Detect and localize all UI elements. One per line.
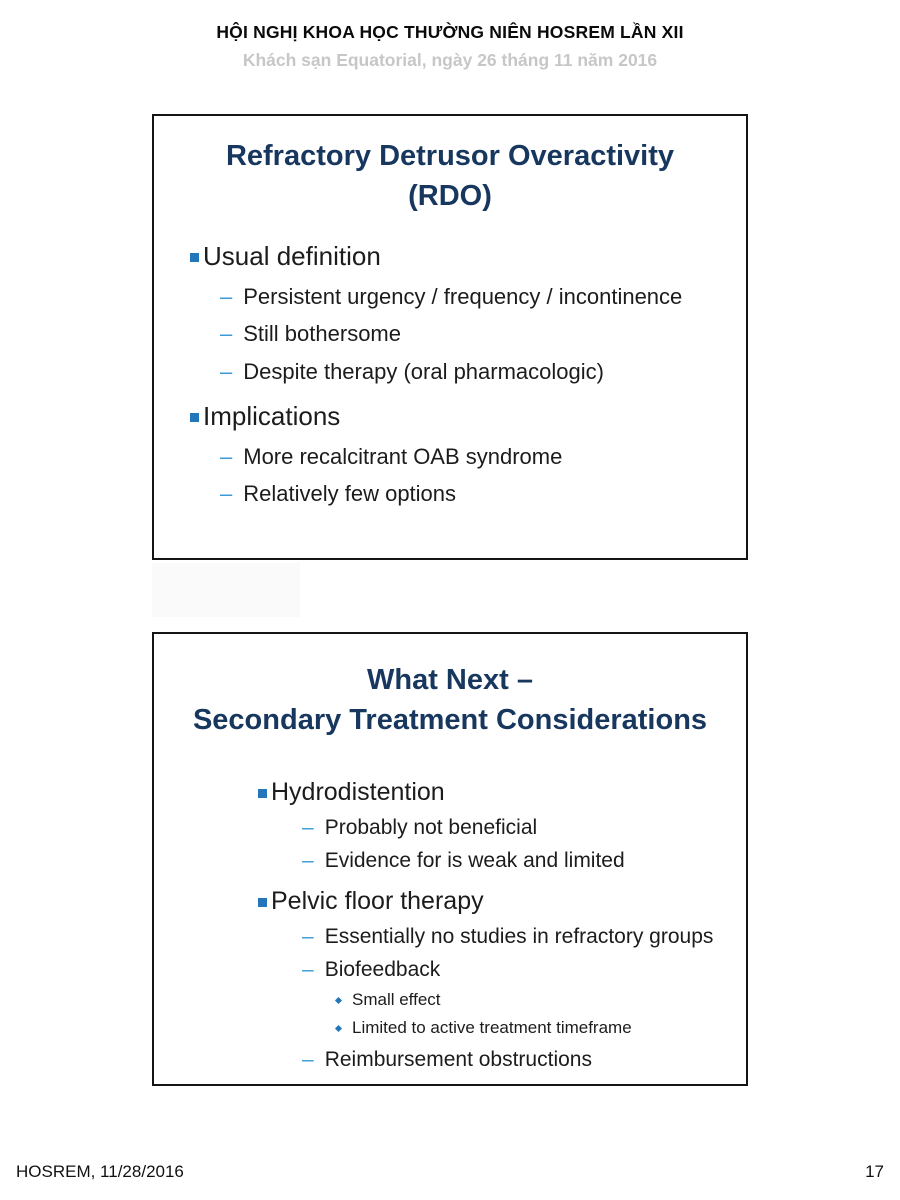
bullet-text: Limited to active treatment timeframe bbox=[352, 1018, 632, 1038]
slide-1-content bbox=[190, 242, 738, 506]
slide-2-title bbox=[154, 660, 746, 740]
bullet-item bbox=[302, 1048, 738, 1072]
diamond-bullet-icon bbox=[335, 1025, 342, 1032]
dash-bullet-icon bbox=[220, 444, 232, 469]
square-bullet-icon bbox=[258, 789, 267, 798]
bullet-text: Small effect bbox=[352, 990, 441, 1010]
bullet-text: Relatively few options bbox=[243, 481, 457, 506]
dash-bullet-icon bbox=[302, 816, 314, 840]
dash-bullet-icon bbox=[302, 849, 314, 873]
dash-bullet-icon bbox=[220, 359, 232, 384]
dash-bullet-icon bbox=[220, 481, 232, 506]
bullet-item bbox=[258, 778, 738, 807]
square-bullet-icon bbox=[258, 898, 267, 907]
bullet-text: Reimbursement obstructions bbox=[324, 1047, 592, 1071]
bullet-text: Probably not beneficial bbox=[324, 815, 538, 839]
slide-1-title-line-1: Refractory Detrusor Overactivity bbox=[225, 140, 675, 172]
bullet-text: Implications bbox=[203, 400, 341, 431]
bullet-item bbox=[220, 321, 738, 346]
square-bullet-icon bbox=[190, 253, 199, 262]
diamond-bullet-icon bbox=[335, 997, 342, 1004]
bullet-text: Hydrodistention bbox=[271, 778, 445, 807]
slide-2 bbox=[152, 632, 748, 1086]
bullet-text: More recalcitrant OAB syndrome bbox=[243, 443, 563, 469]
conference-header bbox=[0, 22, 900, 71]
bullet-item bbox=[302, 958, 738, 982]
bullet-text: Despite therapy (oral pharmacologic) bbox=[243, 358, 604, 384]
dash-bullet-icon bbox=[302, 1048, 314, 1072]
bullet-text: Usual definition bbox=[203, 241, 381, 272]
bullet-item bbox=[302, 925, 738, 949]
dash-bullet-icon bbox=[220, 321, 232, 346]
bullet-text: Essentially no studies in refractory groups bbox=[324, 924, 714, 948]
dash-bullet-icon bbox=[302, 958, 314, 982]
dash-bullet-icon bbox=[302, 925, 314, 949]
slide-1-title-line-2: (RDO) bbox=[408, 180, 492, 213]
bullet-item bbox=[302, 816, 738, 840]
dash-bullet-icon bbox=[220, 284, 232, 309]
bullet-item bbox=[190, 402, 738, 432]
bullet-text: Still bothersome bbox=[243, 321, 401, 347]
slide-2-content bbox=[258, 778, 738, 1072]
bullet-item bbox=[190, 242, 738, 272]
bullet-item bbox=[220, 444, 738, 469]
slide-1-title bbox=[154, 136, 746, 216]
slide-2-title-line-1: What Next – bbox=[367, 664, 533, 696]
bullet-item bbox=[258, 887, 738, 916]
bullet-item bbox=[336, 990, 738, 1010]
slide-2-title-line-2: Secondary Treatment Considerations bbox=[192, 704, 708, 737]
bullet-text: Biofeedback bbox=[324, 957, 441, 981]
slide-1 bbox=[152, 114, 748, 560]
conference-subtitle: Khách sạn Equatorial, ngày 26 tháng 11 năm 2016 bbox=[242, 50, 658, 70]
scan-artifact bbox=[152, 563, 300, 617]
footer-source: HOSREM, 11/28/2016 bbox=[16, 1162, 184, 1181]
page-footer bbox=[16, 1162, 884, 1182]
bullet-item bbox=[220, 359, 738, 384]
page-number: 17 bbox=[865, 1162, 884, 1181]
bullet-item bbox=[220, 481, 738, 506]
conference-title: HỘI NGHỊ KHOA HỌC THƯỜNG NIÊN HOSREM LẦN XII bbox=[216, 22, 684, 42]
bullet-text: Persistent urgency / frequency / incontinence bbox=[243, 283, 683, 309]
square-bullet-icon bbox=[190, 413, 199, 422]
bullet-text: Evidence for is weak and limited bbox=[324, 848, 625, 872]
bullet-item bbox=[302, 849, 738, 873]
bullet-text: Pelvic floor therapy bbox=[271, 887, 484, 916]
bullet-item bbox=[336, 1018, 738, 1038]
bullet-item bbox=[220, 284, 738, 309]
